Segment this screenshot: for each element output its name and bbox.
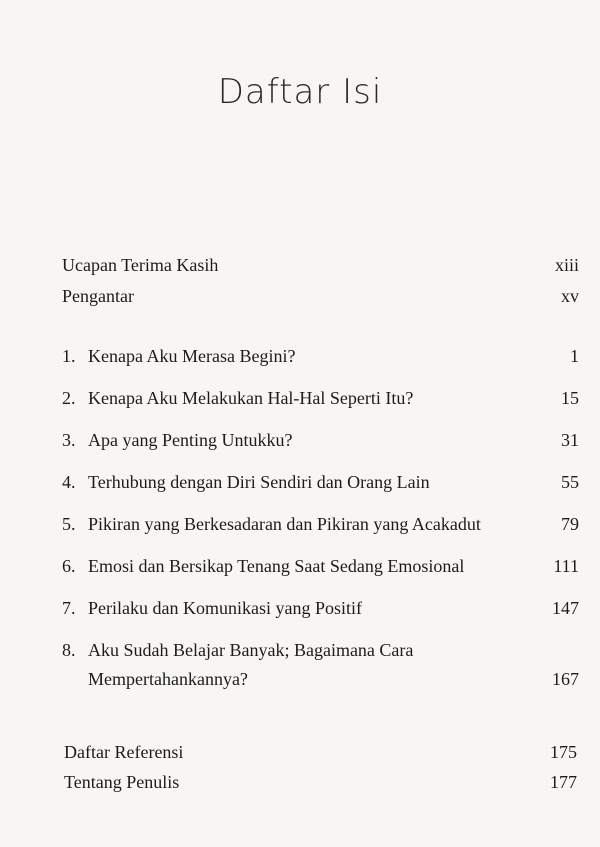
chapter-title-line-2: Mempertahankannya? bbox=[88, 669, 248, 689]
chapter-number: 5. bbox=[62, 514, 76, 534]
chapter-number: 3. bbox=[62, 430, 76, 450]
chapter-title: Pikiran yang Berkesadaran dan Pikiran yang Acakadut bbox=[88, 514, 481, 534]
toc-entry-label: Ucapan Terima Kasih bbox=[62, 255, 219, 275]
toc-entry-label: Daftar Referensi bbox=[64, 742, 184, 762]
toc-entry-acknowledgements[interactable] bbox=[62, 254, 579, 276]
toc-entry-introduction[interactable] bbox=[62, 285, 579, 307]
toc-page-number: 31 bbox=[561, 430, 579, 450]
chapter-number: 2. bbox=[62, 388, 76, 408]
chapter-title: Terhubung dengan Diri Sendiri dan Orang Lain bbox=[88, 472, 430, 492]
chapter-title: Perilaku dan Komunikasi yang Positif bbox=[88, 598, 362, 618]
chapter-number: 7. bbox=[62, 598, 76, 618]
chapter-number: 6. bbox=[62, 556, 76, 576]
toc-chapter-5[interactable] bbox=[62, 513, 579, 535]
chapter-title: Apa yang Penting Untukku? bbox=[88, 430, 293, 450]
chapter-title: Emosi dan Bersikap Tenang Saat Sedang Emosional bbox=[88, 556, 465, 576]
toc-page-number: 111 bbox=[553, 556, 579, 576]
toc-page-number: 177 bbox=[550, 772, 577, 792]
toc-page-number: 1 bbox=[570, 346, 579, 366]
toc-page-number: 167 bbox=[552, 669, 579, 689]
toc-page-number: 79 bbox=[561, 514, 579, 534]
toc-entry-about-author[interactable] bbox=[64, 771, 577, 793]
chapter-number: 8. bbox=[62, 640, 76, 660]
toc-chapter-4[interactable] bbox=[62, 471, 579, 493]
chapter-title-line-1: Aku Sudah Belajar Banyak; Bagaimana Cara bbox=[88, 640, 414, 660]
toc-entry-references[interactable] bbox=[64, 741, 577, 763]
toc-page-number: xiii bbox=[554, 255, 579, 275]
toc-page-number: xv bbox=[561, 286, 579, 306]
toc-chapter-1[interactable] bbox=[62, 345, 579, 367]
page-title: Daftar Isi bbox=[217, 72, 383, 112]
toc-chapter-2[interactable] bbox=[62, 387, 579, 409]
toc-chapter-6[interactable] bbox=[62, 555, 579, 577]
toc-page-number: 147 bbox=[552, 598, 579, 618]
toc-entry-label: Tentang Penulis bbox=[64, 772, 180, 792]
toc-chapter-3[interactable] bbox=[62, 429, 579, 451]
toc-entry-label: Pengantar bbox=[62, 286, 134, 306]
toc-chapter-7[interactable] bbox=[62, 597, 579, 619]
toc-page-number: 55 bbox=[561, 472, 579, 492]
toc-chapter-8[interactable] bbox=[62, 639, 579, 699]
chapter-number: 4. bbox=[62, 472, 76, 492]
toc-page-number: 15 bbox=[561, 388, 579, 408]
chapter-title: Kenapa Aku Melakukan Hal-Hal Seperti Itu? bbox=[88, 388, 414, 408]
toc-page-number: 175 bbox=[550, 742, 577, 762]
chapter-number: 1. bbox=[62, 346, 76, 366]
chapter-title: Kenapa Aku Merasa Begini? bbox=[88, 346, 296, 366]
